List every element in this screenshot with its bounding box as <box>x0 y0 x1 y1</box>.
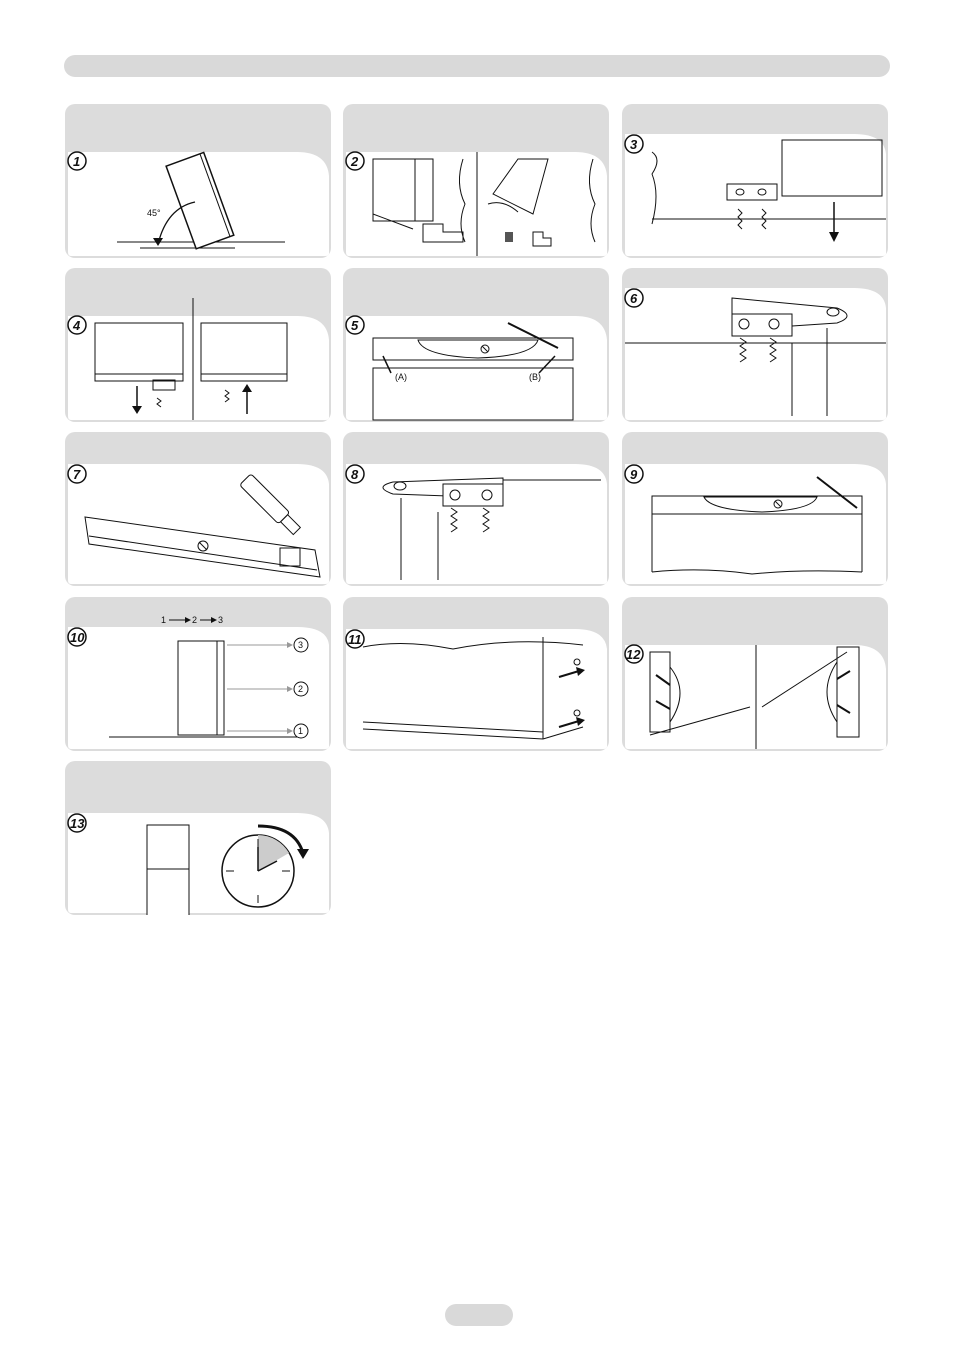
step-panel-1 <box>65 104 331 258</box>
step-6-illustration <box>622 268 888 422</box>
sequence-3: 3 <box>218 615 224 625</box>
step-number: 5 <box>351 318 359 333</box>
angle-label: 45° <box>147 208 161 218</box>
step-panel-6 <box>622 268 888 422</box>
step-3-illustration <box>622 104 888 258</box>
marker-3: 3 <box>298 640 304 650</box>
step-number: 9 <box>630 467 638 482</box>
step-8-illustration <box>343 432 609 586</box>
step-panel-8 <box>343 432 609 586</box>
step-panel-3 <box>622 104 888 258</box>
page-number-pill <box>445 1304 513 1326</box>
step-panel-9 <box>622 432 888 586</box>
step-number: 4 <box>73 318 81 333</box>
step-number: 10 <box>70 630 85 645</box>
step-number: 12 <box>626 647 641 662</box>
step-1-illustration <box>65 104 331 258</box>
step-2-illustration <box>343 104 609 258</box>
sequence-2: 2 <box>192 615 198 625</box>
header-bar <box>64 55 890 77</box>
label-b: (B) <box>529 372 541 382</box>
step-number: 7 <box>73 467 81 482</box>
marker-1: 1 <box>298 726 304 736</box>
step-12-illustration <box>622 597 888 751</box>
step-number: 13 <box>70 816 85 831</box>
step-5-illustration <box>343 268 609 422</box>
marker-2: 2 <box>298 684 304 694</box>
step-9-illustration <box>622 432 888 586</box>
step-panel-4 <box>65 268 331 422</box>
step-panel-2 <box>343 104 609 258</box>
step-panel-11 <box>343 597 609 751</box>
step-13-illustration <box>65 761 331 915</box>
step-number: 2 <box>351 154 359 169</box>
sequence-1: 1 <box>161 615 167 625</box>
step-4-illustration <box>65 268 331 422</box>
step-number: 11 <box>348 632 362 647</box>
step-number: 6 <box>630 291 638 306</box>
step-panel-7 <box>65 432 331 586</box>
step-number: 3 <box>630 137 638 152</box>
step-number: 1 <box>73 154 81 169</box>
step-panel-12 <box>622 597 888 751</box>
step-panel-5 <box>343 268 609 422</box>
step-number: 8 <box>351 467 359 482</box>
label-a: (A) <box>395 372 407 382</box>
step-panel-13 <box>65 761 331 915</box>
step-11-illustration <box>343 597 609 751</box>
step-7-illustration <box>65 432 331 586</box>
step-panel-10 <box>65 597 331 751</box>
step-10-illustration <box>65 597 331 751</box>
